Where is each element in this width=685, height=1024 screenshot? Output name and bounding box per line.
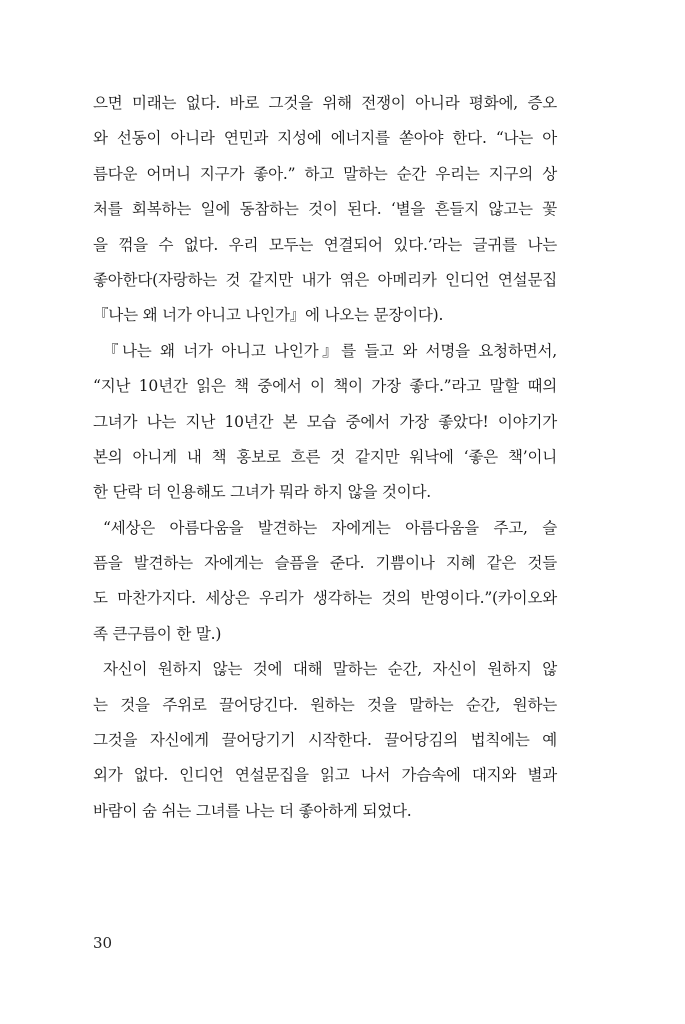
text-line: 픔을 발견하는 자에게는 슬픔을 준다. 기쁨이나 지혜 같은 것들 [93, 554, 557, 573]
text-line: 『나는 왜 너가 아니고 나인가』를 들고 와 서명을 요청하면서, [103, 341, 557, 360]
text-line: “세상은 아름다움을 발견하는 자에게는 아름다움을 주고, 슬 [103, 518, 557, 537]
text-line: 좋아한다(자랑하는 것 같지만 내가 엮은 아메리카 인디언 연설문집 [93, 270, 557, 289]
text-line: 을 꺾을 수 없다. 우리 모두는 연결되어 있다.’라는 글귀를 나는 [93, 235, 557, 254]
text-line: 본의 아니게 내 책 홍보로 흐른 것 같지만 워낙에 ‘좋은 책’이니 [93, 447, 557, 466]
text-line: 와 선동이 아니라 연민과 지성에 에너지를 쏟아야 한다. “나는 아 [93, 129, 557, 148]
text-line: 그것을 자신에게 끌어당기기 시작한다. 끌어당김의 법칙에는 예 [93, 731, 557, 750]
text-line: 는 것을 주위로 끌어당긴다. 원하는 것을 말하는 순간, 원하는 [93, 695, 557, 714]
body-text [93, 86, 557, 829]
text-line: 외가 없다. 인디언 연설문집을 읽고 나서 가슴속에 대지와 별과 [93, 766, 557, 785]
text-line: 으면 미래는 없다. 바로 그것을 위해 전쟁이 아니라 평화에, 증오 [93, 94, 557, 112]
text-line: 처를 회복하는 일에 동참하는 것이 된다. ‘별을 흔들지 않고는 꽃 [93, 200, 557, 219]
text-line: 름다운 어머니 지구가 좋아.” 하고 말하는 순간 우리는 지구의 상 [93, 164, 557, 183]
text-line: “지난 10년간 읽은 책 중에서 이 책이 가장 좋다.”라고 말할 때의 [93, 377, 557, 396]
text-line: 자신이 원하지 않는 것에 대해 말하는 순간, 자신이 원하지 않 [103, 660, 557, 679]
page-number: 30 [93, 934, 113, 952]
text-line: 그녀가 나는 지난 10년간 본 모습 중에서 가장 좋았다! 이야기가 [93, 412, 557, 431]
text-line: 『나는 왜 너가 아니고 나인가』에 나오는 문장이다). [93, 306, 444, 325]
text-line: 도 마찬가지다. 세상은 우리가 생각하는 것의 반영이다.”(카이오와 [93, 589, 557, 608]
text-line: 족 큰구름이 한 말.) [93, 624, 222, 643]
text-line: 바람이 숨 쉬는 그녀를 나는 더 좋아하게 되었다. [93, 801, 412, 820]
text-line: 한 단락 더 인용해도 그녀가 뭐라 하지 않을 것이다. [93, 483, 432, 502]
